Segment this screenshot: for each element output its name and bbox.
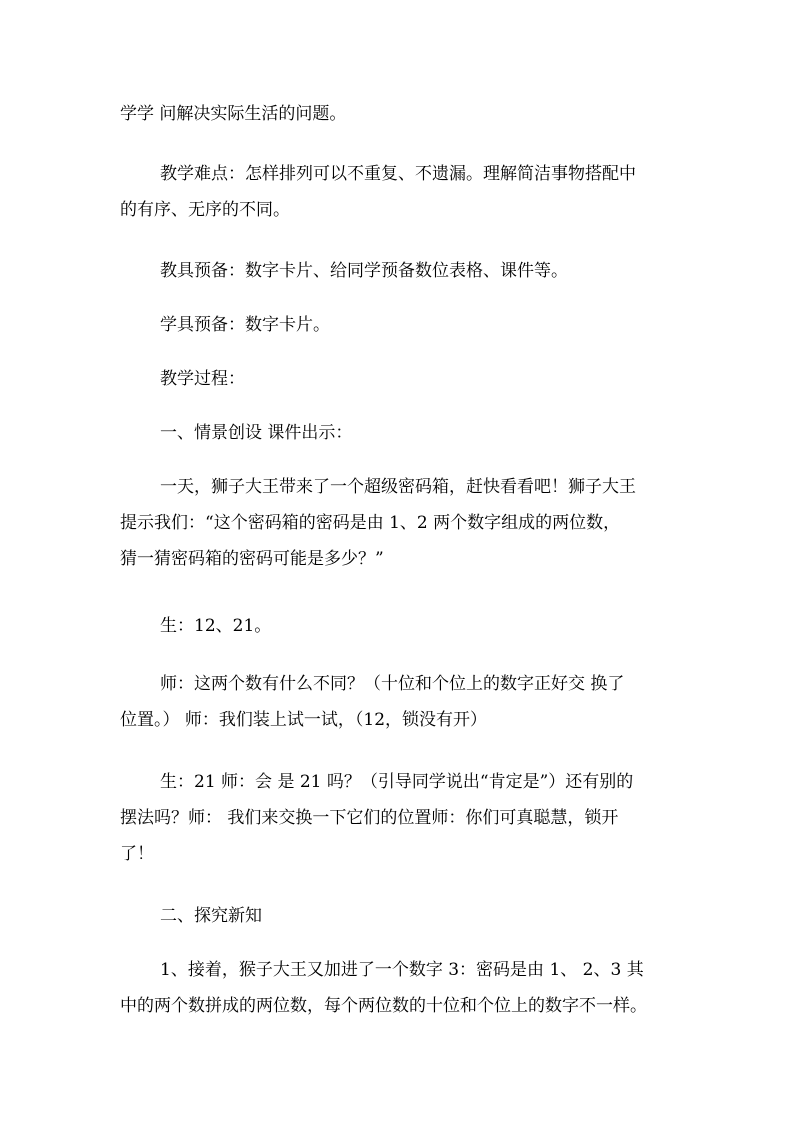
paragraph-teacher-question bbox=[120, 666, 680, 738]
paragraph-teaching-difficulty bbox=[120, 156, 680, 228]
text-line: 一、情景创设 课件出示： bbox=[160, 423, 353, 443]
text-line: 了！ bbox=[120, 844, 154, 864]
paragraph-monkey-king-digit bbox=[120, 952, 680, 1024]
section-heading-explore bbox=[120, 898, 680, 934]
text-line: 猜一猜密码箱的密码可能是多少？” bbox=[120, 549, 384, 569]
paragraph-lock-opened bbox=[120, 764, 680, 872]
section-heading-scenario bbox=[120, 415, 680, 451]
text-line: 1、接着，猴子大王又加进了一个数字 3：密码是由 1、 2、3 其 bbox=[160, 960, 644, 980]
text-line: 二、探究新知 bbox=[160, 906, 262, 926]
paragraph-student-aids bbox=[120, 307, 680, 343]
text-line: 教学过程： bbox=[160, 369, 245, 389]
text-line: 的有序、无序的不同。 bbox=[120, 200, 290, 220]
text-line: 生：21 师：会 是 21 吗？（引导同学说出“肯定是”）还有别的 bbox=[160, 772, 634, 792]
text-line: 师：这两个数有什么不同？（十位和个位上的数字正好交 换了 bbox=[160, 674, 625, 694]
text-line: 摆法吗？师： 我们来交换一下它们的位置师：你们可真聪慧，锁开 bbox=[120, 808, 619, 828]
text-line: 学具预备：数字卡片。 bbox=[160, 315, 330, 335]
text-line: 教学难点：怎样排列可以不重复、不遗漏。理解简洁事物搭配中 bbox=[160, 164, 636, 184]
paragraph-student-answer bbox=[120, 608, 680, 644]
text-line: 教具预备：数字卡片、给同学预备数位表格、课件等。 bbox=[160, 261, 568, 281]
text-line: 提示我们：“这个密码箱的密码是由 1、2 两个数字组成的两位数， bbox=[120, 513, 621, 533]
paragraph-teaching-process bbox=[120, 361, 680, 397]
paragraph-lion-king-story bbox=[120, 469, 680, 577]
text-line: 位置。） 师：我们装上试一试，（12，锁没有开） bbox=[120, 710, 488, 730]
paragraph-teaching-aids bbox=[120, 253, 680, 289]
paragraph-problem-solving bbox=[120, 96, 680, 132]
text-line: 生：12、21。 bbox=[160, 616, 272, 636]
text-line: 中的两个数拼成的两位数，每个两位数的十位和个位上的数字不一样。 bbox=[120, 996, 647, 1016]
text-line: 学学 问解决实际生活的问题。 bbox=[120, 104, 347, 124]
text-line: 一天，狮子大王带来了一个超级密码箱，赶快看看吧！狮子大王 bbox=[160, 477, 636, 497]
